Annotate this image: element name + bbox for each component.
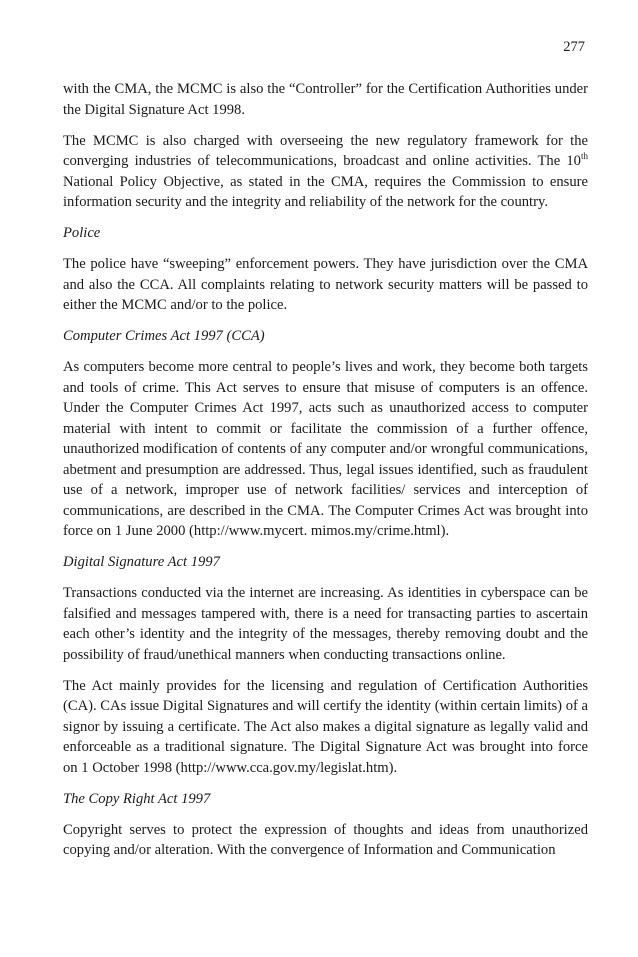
section-heading-digital-signature: Digital Signature Act 1997 <box>63 554 220 570</box>
section-heading-cca: Computer Crimes Act 1997 (CCA) <box>63 328 265 344</box>
section-heading-police: Police <box>63 225 101 241</box>
paragraph-police: The police have “sweeping” enforcement powers. They have jurisdiction over the CMA and also the CCA. All complaints relating to network security matters will be passed to either the MCMC and/or to the police. <box>63 256 588 313</box>
paragraph-mcmc-text-end: National Policy Objective, as stated in the CMA, requires the Commission to ensure information security and the integrity and reliability of the network for the country. <box>63 173 588 210</box>
paragraph-certification-authorities: The Act mainly provides for the licensing and regulation of Certification Authorities (CA). CAs issue Digital Signatures and will certify the identity (within certain limits) of a signor by issuing a certificate. The Act also makes a digital signature as legally valid and enforceable as a traditional signature. The Digital Signature Act was brought into force on 1 October 1998 (http://www.cca.gov.my/legislat.htm). <box>63 677 588 776</box>
paragraph-cca: As computers become more central to people’s lives and work, they become both targets and tools of crime. This Act serves to ensure that misuse of computers is an offence. Under the Computer Crimes Act 1997, acts such as unauthorized access to computer material with intent to commit or facilitate the commission of a further offence, unauthorized modification of contents of any computer and/or wrongful communications, abetment and presumption are addressed. Thus, legal issues identified, such as fraudulent use of a network, improper use of network facilities/ services and interception of communications, are described in the CMA. The Computer Crimes Act was brought into force on 1 June 2000 (http://www.mycert. mimos.my/crime.html). <box>63 359 588 539</box>
paragraph-cma-controller: with the CMA, the MCMC is also the “Controller” for the Certification Authorities under the Digital Signature Act 1998. <box>63 81 588 118</box>
page-number: 277 <box>563 39 585 55</box>
paragraph-mcmc-regulatory <box>63 131 588 213</box>
section-heading-copyright: The Copy Right Act 1997 <box>63 790 211 807</box>
ordinal-superscript: th <box>580 151 588 162</box>
paragraph-mcmc-text-start: The MCMC is also charged with overseeing the new regulatory framework for the converging industries of telecommunications, broadcast and online activities. The 10 <box>63 132 588 169</box>
document-body <box>63 79 588 871</box>
paragraph-copyright: Copyright serves to protect the expression of thoughts and ideas from unauthorized copying and/or alteration. With the convergence of Information and Communication <box>63 821 588 858</box>
paragraph-transactions: Transactions conducted via the internet are increasing. As identities in cyberspace can be falsified and messages tampered with, there is a need for transacting parties to ascertain each other’s identity and the integrity of the messages, thereby removing doubt and the possibility of fraud/unethical manners when conducting transactions online. <box>63 585 588 663</box>
